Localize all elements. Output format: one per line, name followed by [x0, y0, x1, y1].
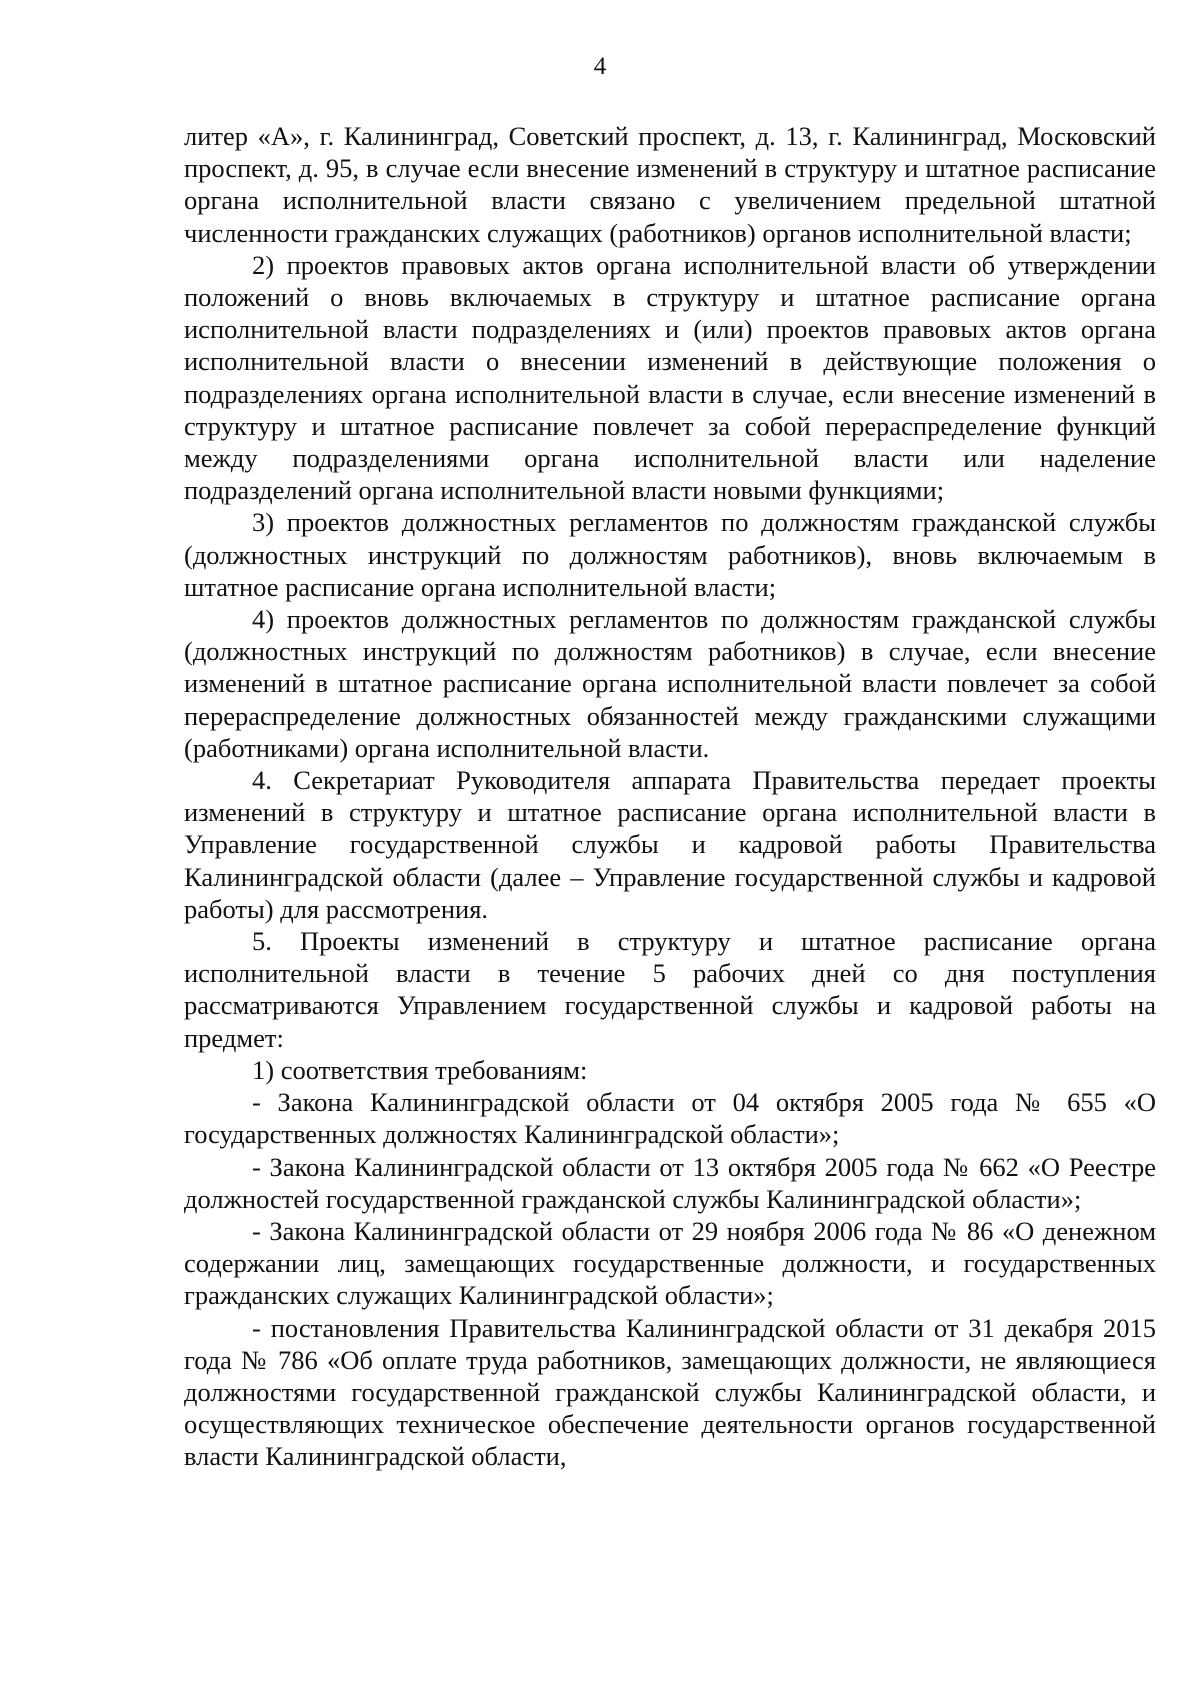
paragraph-law-655: - Закона Калининградской области от 04 октября 2005 года № 655 «О государственных должностях Калининградской области»;: [184, 1087, 1156, 1150]
document-body: [184, 120, 1156, 1473]
paragraph-item-3: 3) проектов должностных регламентов по должностям гражданской службы (должностных инструкций по должностям работников), вновь включаемым в штатное расписание органа исполнительной власти;: [184, 507, 1156, 602]
paragraph-item-2: 2) проектов правовых актов органа исполнительной власти об утверждении положений о вновь включаемых в структуру и штатное расписание органа исполнительной власти подразделениях и (или) проектов правовых актов органа исполнительной власти о внесении изменений в действующие положения о подразделениях органа исполнительной власти в случае, если внесение изменений в структуру и штатное расписание повлечет за собой перераспределение функций между подразделениями органа исполнительной власти или наделение подразделений органа исполнительной власти новыми функциями;: [184, 249, 1156, 506]
paragraph-resolution-786: - постановления Правительства Калининградской области от 31 декабря 2015 года № 786 «Об оплате труда работников, замещающих должности, не являющиеся должностями государственной гражданской службы Калининградской области, и осуществляющих техническое обеспечение деятельности органов государственной власти Калининградской области,: [184, 1312, 1156, 1472]
paragraph-section-5: 5. Проекты изменений в структуру и штатное расписание органа исполнительной власти в течение 5 рабочих дней со дня поступления рассматриваются Управлением государственной службы и кадровой работы на предмет:: [184, 926, 1156, 1053]
paragraph-section-4: 4. Секретариат Руководителя аппарата Правительства передает проекты изменений в структуру и штатное расписание органа исполнительной власти в Управление государственной службы и кадровой работы Правительства Калининградской области (далее – Управление государственной службы и кадровой работы) для рассмотрения.: [184, 765, 1156, 924]
page-number: 4: [593, 53, 607, 80]
paragraph-item-4: 4) проектов должностных регламентов по должностям гражданской службы (должностных инструкций по должностям работников) в случае, если внесение изменений в штатное расписание органа исполнительной власти повлечет за собой перераспределение должностных обязанностей между гражданскими служащими (работниками) органа исполнительной власти.: [184, 604, 1156, 763]
paragraph-law-662: - Закона Калининградской области от 13 октября 2005 года № 662 «О Реестре должностей государственной гражданской службы Калининградской области»;: [184, 1151, 1156, 1214]
paragraph-law-86: - Закона Калининградской области от 29 ноября 2006 года № 86 «О денежном содержании лиц, замещающих государственные должности, и государственных гражданских служащих Калининградской области»;: [184, 1215, 1156, 1311]
paragraph-subitem-1: 1) соответствия требованиям:: [252, 1054, 588, 1085]
paragraph-1: литер «А», г. Калининград, Советский проспект, д. 13, г. Калининград, Московский проспект, д. 95, в случае если внесение изменений в структуру и штатное расписание органа исполнительной власти связано с увеличением предельной штатной численности гражданских служащих (работников) органов исполнительной власти;: [184, 121, 1156, 248]
